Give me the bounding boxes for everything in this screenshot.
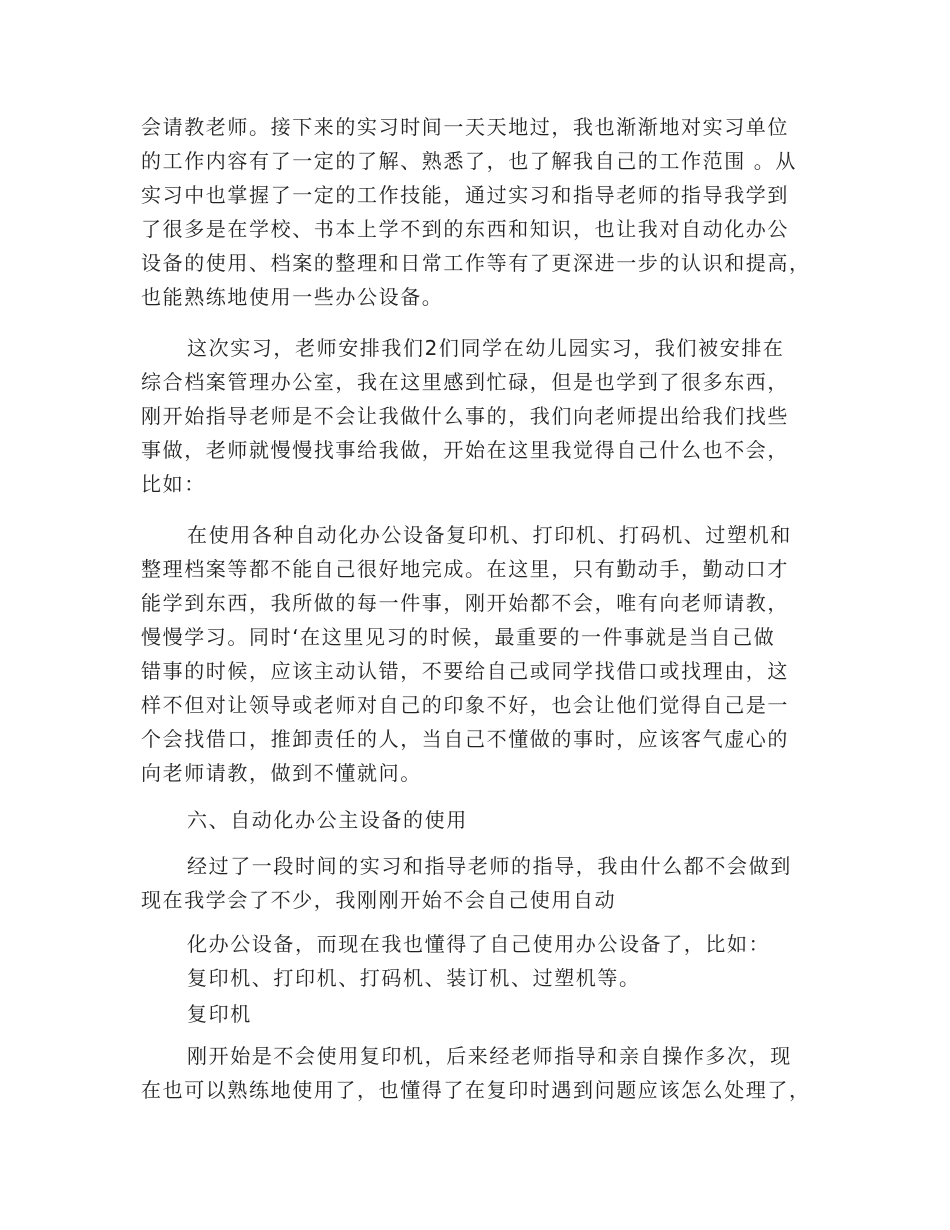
text-line: 比如： — [141, 472, 206, 496]
text-line: 也能熟练地使用一些办公设备。 — [141, 285, 444, 309]
subheading: 复印机 — [187, 1002, 252, 1026]
text-line: 实习中也掌握了一定的工作技能，通过实习和指导老师的指导我学到 — [141, 183, 789, 207]
text-line: 了很多是在学校、书本上学不到的东西和知识，也让我对自动化办公 — [141, 217, 789, 241]
text-line: 刚开始指导老师是不会让我做什么事的，我们向老师提出给我们找些 — [141, 404, 789, 428]
text-line: 经过了一段时间的实习和指导老师的指导，我由什么都不会做到 — [187, 854, 792, 878]
text-line: 能学到东西，我所做的每一件事，刚开始都不会，唯有向老师请教， — [141, 591, 789, 615]
section-heading: 六、自动化办公主设备的使用 — [187, 808, 468, 832]
text-line: 慢慢学习。同时‘在这里见习的时候，最重要的一件事就是当自己做 — [141, 625, 776, 649]
text-line: 在也可以熟练地使用了，也懂得了在复印时遇到问题应该怎么处理了， — [141, 1078, 811, 1102]
text-line: 复印机、打印机、打码机、装订机、过塑机等。 — [187, 966, 641, 990]
text-line: 这次实习，老师安排我们2们同学在幼儿园实习，我们被安排在 — [187, 336, 785, 360]
text-line: 整理档案等都不能自己很好地完成。在这里，只有勤动手，勤动口才 — [141, 557, 789, 581]
text-line: 综合档案管理办公室，我在这里感到忙碌，但是也学到了很多东西， — [141, 370, 789, 394]
text-line: 的工作内容有了一定的了解、熟悉了，也了解我自己的工作范围 。从 — [141, 149, 797, 173]
text-line: 刚开始是不会使用复印机，后来经老师指导和亲自操作多次，现 — [187, 1044, 792, 1068]
text-line: 化办公设备，而现在我也懂得了自己使用办公设备了，比如： — [187, 932, 771, 956]
text-line: 设备的使用、档案的整理和日常工作等有了更深进一步的认识和提高， — [141, 251, 811, 275]
text-line: 向老师请教，做到不懂就问。 — [141, 761, 422, 785]
text-line: 样不但对让领导或老师对自己的印象不好，也会让他们觉得自己是一 — [141, 693, 789, 717]
text-line: 事做，老师就慢慢找事给我做，开始在这里我觉得自己什么也不会， — [141, 438, 789, 462]
text-line: 现在我学会了不少，我刚刚开始不会自己使用自动 — [141, 888, 617, 912]
text-line: 会请教老师。接下来的实习时间一天天地过，我也渐渐地对实习单位 — [141, 115, 789, 139]
text-line: 在使用各种自动化办公设备复印机、打印机、打码机、过塑机和 — [187, 523, 792, 547]
text-line: 错事的时候，应该主动认错，不要给自己或同学找借口或找理由，这 — [141, 659, 789, 683]
text-line: 个会找借口，推卸责任的人，当自己不懂做的事时，应该客气虚心的 — [141, 727, 789, 751]
